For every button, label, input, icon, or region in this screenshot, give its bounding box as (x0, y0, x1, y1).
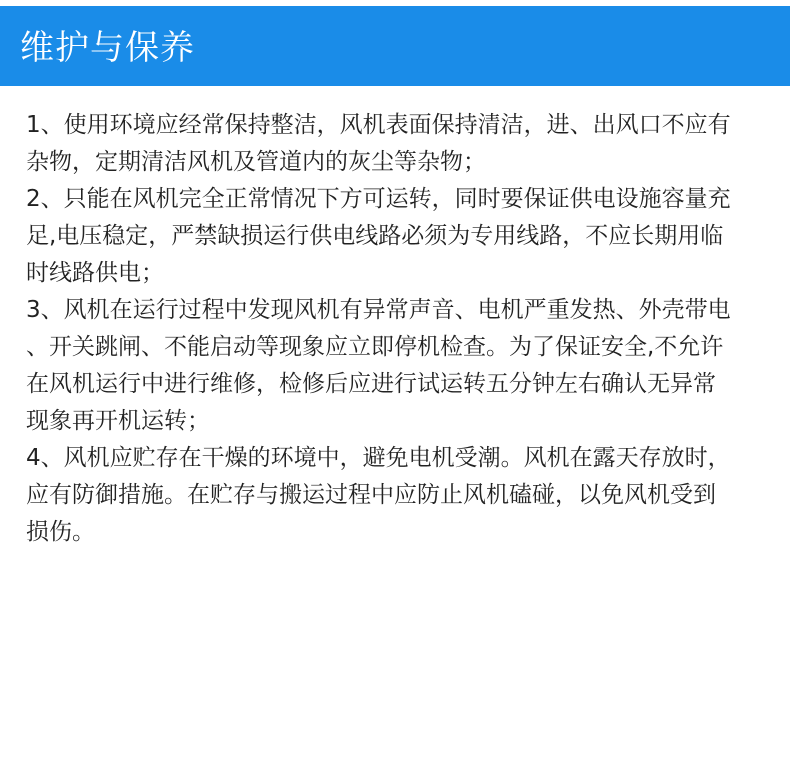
paragraph-line: 足,电压稳定，严禁缺损运行供电线路必须为专用线路，不应长期用临 (26, 223, 724, 249)
maintenance-content (26, 107, 771, 551)
paragraph-line: 在风机运行中进行维修，检修后应进行试运转五分钟左右确认无异常 (26, 371, 716, 397)
paragraph-2 (26, 181, 771, 292)
paragraph-line: 现象再开机运转； (26, 408, 210, 434)
paragraph-line: 时线路供电； (26, 260, 164, 286)
paragraph-1 (26, 107, 771, 181)
paragraph-line: 3、风机在运行过程中发现风机有异常声音、电机严重发热、外壳带电 (26, 297, 731, 323)
header-bar (0, 6, 790, 86)
paragraph-line: 2、只能在风机完全正常情况下方可运转，同时要保证供电设施容量充 (26, 186, 731, 212)
paragraph-line: 应有防御措施。在贮存与搬运过程中应防止风机磕碰，以免风机受到 (26, 482, 716, 508)
paragraph-line: 杂物，定期清洁风机及管道内的灰尘等杂物； (26, 149, 486, 175)
paragraph-line: 4、风机应贮存在干燥的环境中，避免电机受潮。风机在露天存放时， (26, 445, 731, 471)
paragraph-line: 、开关跳闸、不能启动等现象应立即停机检查。为了保证安全,不允许 (26, 334, 724, 360)
page-title: 维护与保养 (20, 28, 195, 68)
paragraph-3 (26, 292, 771, 440)
paragraph-line: 1、使用环境应经常保持整洁，风机表面保持清洁，进、出风口不应有 (26, 112, 731, 138)
paragraph-line: 损伤。 (26, 519, 95, 545)
paragraph-4 (26, 440, 771, 551)
